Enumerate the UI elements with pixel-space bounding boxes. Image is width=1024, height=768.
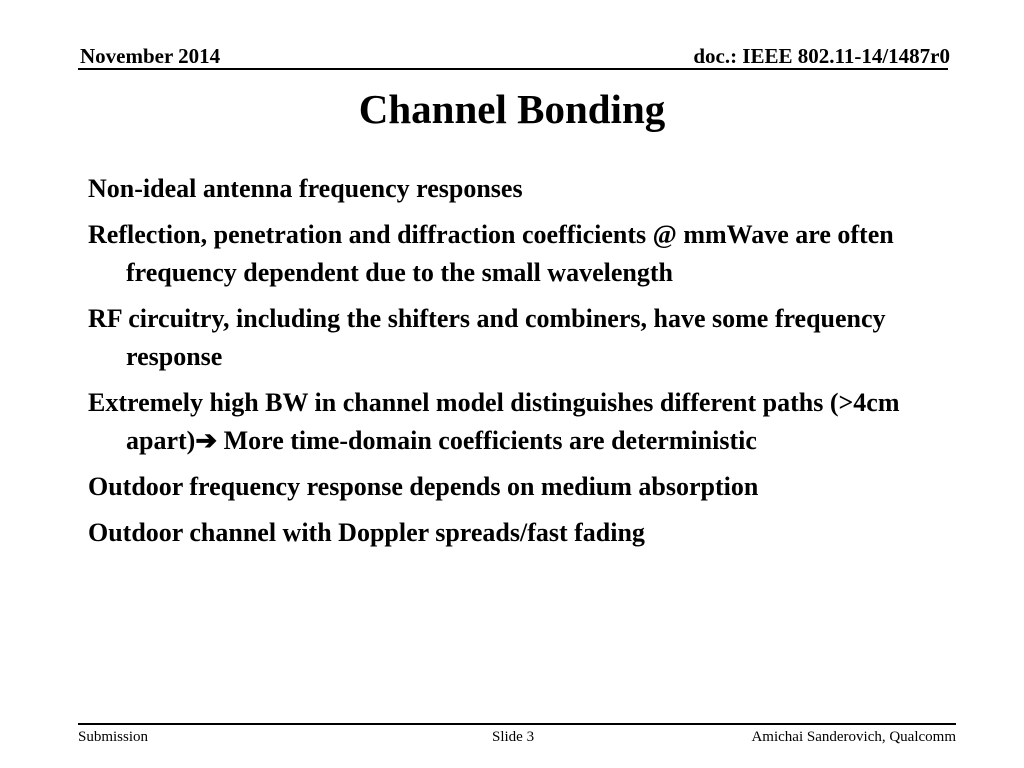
bullet-item: Outdoor frequency response depends on medium absorption bbox=[88, 472, 759, 501]
bullet-item: Extremely high BW in channel model distinguishes different paths (>4cm apart)➔ More time-domain coefficients are deterministic bbox=[88, 388, 900, 455]
bullet-item: RF circuitry, including the shifters and combiners, have some frequency response bbox=[88, 304, 886, 371]
footer-author: Amichai Sanderovich, Qualcomm bbox=[751, 729, 956, 745]
header-date: November 2014 bbox=[80, 44, 221, 68]
header-doc-id: doc.: IEEE 802.11-14/1487r0 bbox=[693, 44, 950, 68]
bullet-item: Reflection, penetration and diffraction coefficients @ mmWave are often frequency dependent due to the small wavelength bbox=[88, 220, 894, 287]
bullet-item: Non-ideal antenna frequency responses bbox=[88, 174, 523, 203]
bullet-item: Outdoor channel with Doppler spreads/fast fading bbox=[88, 518, 645, 547]
footer-slide-number: Slide 3 bbox=[492, 729, 535, 745]
slide-title: Channel Bonding bbox=[358, 86, 666, 132]
footer-divider bbox=[78, 723, 956, 725]
header-divider bbox=[78, 68, 948, 70]
footer-submission: Submission bbox=[78, 729, 149, 745]
bullet-list bbox=[88, 170, 948, 560]
